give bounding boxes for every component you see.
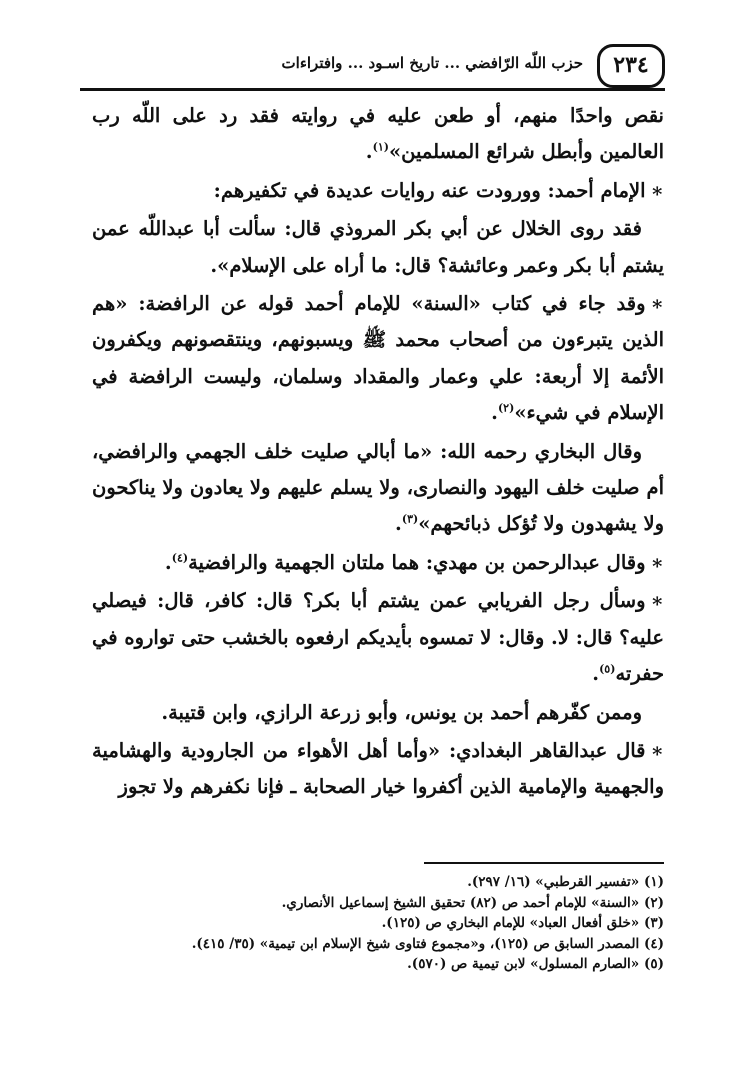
paragraph-6: ∗ وقال عبدالرحمن بن مهدي: هما ملتان الجهمية والرافضية$^{(٤)}$.: [92, 545, 664, 581]
footnote-ref-2: (٢): [497, 401, 515, 415]
page-header: [80, 44, 665, 91]
footnote-3: (٣) «خلق أفعال العباد» للإمام البخاري ص (١٢٥).: [381, 915, 664, 931]
paragraph-3: فقد روى الخلال عن أبي بكر المروذي قال: سألت أبا عبداللّه عمن يشتم أبا بكر وعمر وعائشة؟ قال: ما أراه على الإسلام».: [92, 217, 664, 277]
footnote-4: (٤) المصدر السابق ص (١٢٥)، و«مجموع فتاوى شيخ الإسلام ابن تيمية» (٣٥/ ٤١٥).: [191, 935, 664, 952]
paragraph-7-text: وسأل رجل الفريابي عمن يشتم أبا بكر؟ قال: كافر، قال: فيصلي عليه؟ قال: لا. وقال: لا تمسوه بأيديكم ارفعوه بالخشب حتى تواروه في حفرته: [92, 589, 664, 686]
footnote-ref-3: (٣): [401, 512, 419, 526]
paragraph-9: ∗ قال عبدالقاهر البغدادي: «وأما أهل الأهواء من الجارودية والهشامية والجهمية والإمامية الذين أكفروا خيار الصحابة ـ فإنا نكفرهم ولا تجوز: [92, 733, 664, 806]
running-title: حزب اللّه الرّافضي ... تاريخ اسـود ... وافتراءات: [281, 54, 583, 72]
paragraph-4-text: وقد جاء في كتاب «السنة» للإمام أحمد قوله عن الرافضة: «هم الذين يتبرءون من أصحاب محمد ﷺ ويسبونهم، وينتقصونهم ويكفرون الأئمة إلا أربعة: علي وعمار والمقداد وسلمان، وليست الرافضة في الإسلام في شيء»: [92, 292, 664, 425]
body-text: [92, 98, 664, 808]
footnote-2: (٢) «السنة» للإمام أحمد ص (٨٢) تحقيق الشيخ إسماعيل الأنصاري.: [281, 894, 664, 911]
footnote-ref-1: (١): [372, 140, 389, 154]
paragraph-7: ∗ وسأل رجل الفريابي عمن يشتم أبا بكر؟ قال: كافر، قال: فيصلي عليه؟ قال: لا. وقال: لا تمسوه بأيديكم ارفعوه بالخشب حتى تواروه في حفرته$^{(٥)}$.: [92, 583, 664, 692]
paragraph-5-text: وقال البخاري رحمه الله: «ما أبالي صليت خلف الجهمي والرافضي، أم صليت خلف اليهود والنصارى، ولا يسلم عليهم ولا يعادون ولا يناكحون ولا يشهدون ولا تُؤكل ذبائحهم»: [92, 439, 664, 536]
footnote-divider: [424, 862, 664, 864]
paragraph-4: ∗ وقد جاء في كتاب «السنة» للإمام أحمد قوله عن الرافضة: «هم الذين يتبرءون من أصحاب محمد ﷺ ويسبونهم، وينتقصونهم ويكفرون الأئمة إلا أربعة: علي وعمار والمقداد وسلمان، وليست الرافضة في الإسلام في شيء»$^{(٢)}$.: [92, 286, 664, 432]
paragraph-1-text: نقص واحدًا منهم، أو طعن عليه في روايته فقد رد على اللّه رب العالمين وأبطل شرائع المسلمين»: [92, 104, 664, 164]
footnote-ref-5: (٥): [599, 662, 616, 676]
footnotes: [92, 872, 664, 975]
footnote-1: (١) «تفسير القرطبي» (١٦/ ٢٩٧).: [467, 874, 664, 890]
paragraph-8: وممن كفّرهم أحمد بن يونس، وأبو زرعة الرازي، وابن قتيبة.: [161, 700, 642, 724]
paragraph-5: وقال البخاري رحمه الله: «ما أبالي صليت خلف الجهمي والرافضي، أم صليت خلف اليهود والنصارى، ولا يسلم عليهم ولا يعادون ولا يناكحون ولا يشهدون ولا تُؤكل ذبائحهم»$^{(٣)}$.: [92, 439, 664, 536]
paragraph-1: نقص واحدًا منهم، أو طعن عليه في روايته فقد رد على اللّه رب العالمين وأبطل شرائع المسلمين»$^{(١)}$.: [92, 104, 664, 164]
footnote-5: (٥) «الصارم المسلول» لابن تيمية ص (٥٧٠).: [407, 956, 664, 972]
footnote-ref-4: (٤): [171, 551, 189, 565]
paragraph-2: ∗ الإمام أحمد: وورودت عنه روايات عديدة في تكفيرهم:: [92, 173, 664, 209]
paragraph-6-text: وقال عبدالرحمن بن مهدي: هما ملتان الجهمية والرافضية: [188, 550, 646, 574]
page-number: ٢٣٤: [597, 44, 665, 88]
